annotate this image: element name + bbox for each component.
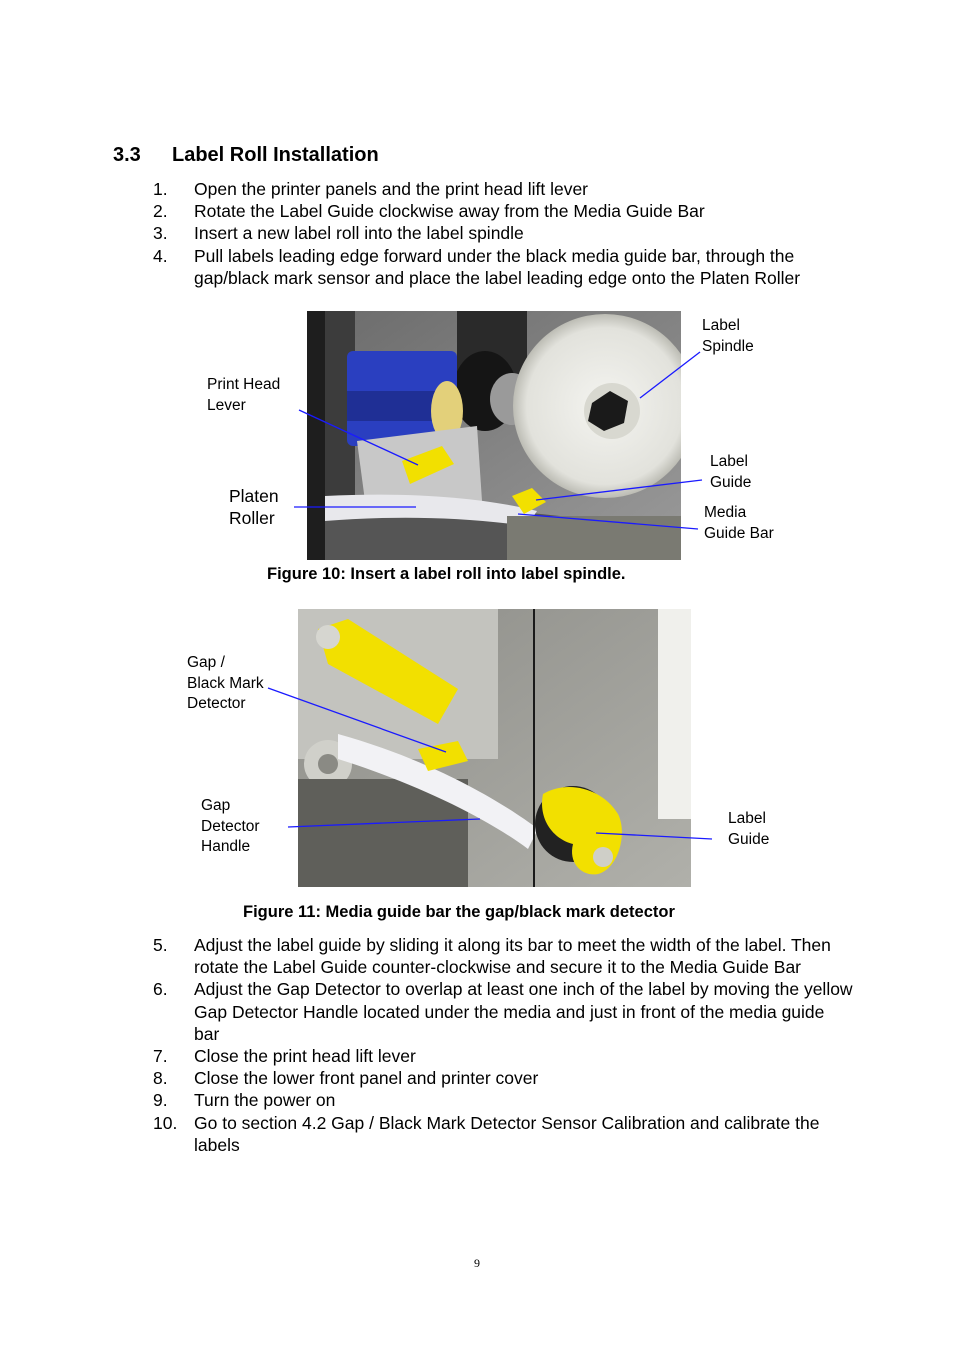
- step-number: 8.: [153, 1068, 168, 1089]
- steps-list-b: [153, 934, 854, 1156]
- step-number: 10.: [153, 1112, 178, 1133]
- callout-line-text: Label: [702, 317, 740, 334]
- callout-line-text: Guide: [710, 473, 752, 491]
- callout-line-text: Platen: [229, 486, 279, 506]
- callout-line-text: Media: [704, 504, 747, 521]
- leader-label-spindle: [640, 352, 700, 398]
- step-number: 5.: [153, 935, 168, 955]
- step-text: Close the lower front panel and printer cover: [194, 1068, 539, 1089]
- callout-line-text: Black Mark: [187, 674, 264, 692]
- step-number: 3.: [153, 223, 168, 244]
- callout-line-text: Label: [728, 810, 766, 827]
- callout-line-text: Roller: [229, 508, 275, 528]
- callout-line-text: Label: [710, 453, 748, 470]
- figure11-caption: Figure 11: Media guide bar the gap/black mark detector: [243, 903, 675, 921]
- callout-line-text: Detector: [201, 817, 260, 835]
- list-item: [153, 1067, 854, 1089]
- step-number: 7.: [153, 1046, 168, 1067]
- list-item: [153, 934, 854, 978]
- figure10-caption: Figure 10: Insert a label roll into label spindle.: [267, 565, 626, 583]
- step-number: 9.: [153, 1090, 168, 1111]
- step-number: 1.: [153, 179, 168, 199]
- leader-print-head-lever: [299, 410, 418, 465]
- step-text: Pull labels leading edge forward under the black media guide bar, through the gap/black mark sensor and place the label leading edge onto the Platen Roller: [194, 245, 801, 288]
- leader-media-guide-bar: [518, 514, 698, 529]
- leader-label-guide-fig11: [596, 833, 712, 839]
- list-item: [153, 978, 854, 1045]
- step-text: Turn the power on: [194, 1090, 336, 1111]
- step-text: Rotate the Label Guide clockwise away from the Media Guide Bar: [194, 201, 705, 222]
- step-text: Go to section 4.2 Gap / Black Mark Detector Sensor Calibration and calibrate the labels: [194, 1112, 820, 1155]
- list-item: [153, 1045, 854, 1067]
- step-text: Open the printer panels and the print head lift lever: [194, 179, 588, 199]
- leader-gap-detector: [268, 688, 446, 752]
- page-number: 9: [474, 1256, 480, 1270]
- list-item: [153, 1089, 854, 1111]
- section-title: Label Roll Installation: [172, 144, 379, 166]
- step-text: Close the print head lift lever: [194, 1046, 416, 1067]
- callout-line-text: Gap /: [187, 654, 225, 671]
- callout-line-text: Lever: [207, 396, 246, 414]
- step-text: Adjust the label guide by sliding it along its bar to meet the width of the label. Then rotate the Label Guide counter-clockwise and secure it to the Media Guide Bar: [194, 935, 831, 978]
- callout-line-text: Gap: [201, 797, 231, 814]
- leader-label-guide: [536, 480, 702, 500]
- section-number: 3.3: [113, 144, 141, 166]
- callout-line-text: Print Head: [207, 376, 281, 393]
- step-number: 6.: [153, 979, 168, 1000]
- step-text: Adjust the Gap Detector to overlap at least one inch of the label by moving the yellow Gap Detector Handle located under the media and just in front of the media guide bar: [194, 979, 853, 1044]
- callout-line-text: Guide Bar: [704, 524, 774, 542]
- step-number: 2.: [153, 201, 168, 222]
- step-text: Insert a new label roll into the label spindle: [194, 223, 524, 244]
- step-number: 4.: [153, 245, 168, 266]
- callout-line-text: Detector: [187, 695, 246, 712]
- callout-line-text: Spindle: [702, 337, 754, 355]
- list-item: [153, 1112, 854, 1156]
- leader-gap-detector-handle: [288, 819, 480, 827]
- callout-line-text: Guide: [728, 830, 770, 848]
- callout-line-text: Handle: [201, 838, 251, 855]
